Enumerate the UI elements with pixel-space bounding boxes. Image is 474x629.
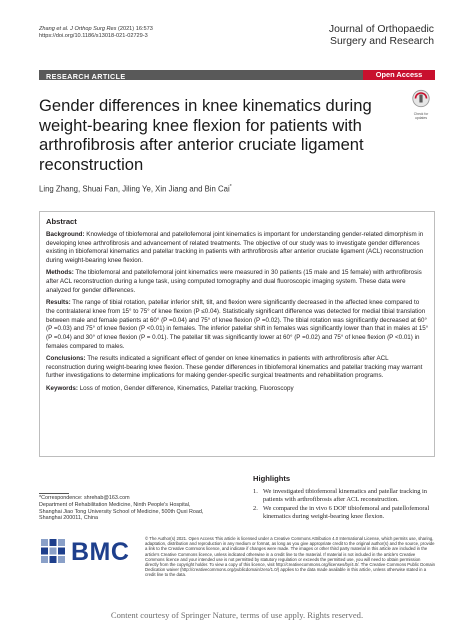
corresponding-mark: *	[229, 184, 232, 190]
background-text: Knowledge of tibiofemoral and patellofemoral joint kinematics is important for understanding gender-related dimorphism in developing knee arthrofibrosis and advancement of related treatments. The objective of our study was to investigate gender differences existing in tibiofemoral kinematics and patellar tracking in patients with arthrofibrosis after anterior cruciate ligament (ACL) reconstruction during weight-bearing knee flexion.	[46, 231, 424, 265]
highlights-list	[253, 488, 435, 522]
citation-journal: et al. J Orthop Surg Res	[56, 26, 117, 32]
keywords-label: Keywords:	[46, 384, 78, 392]
journal-name-line1: Journal of Orthopaedic	[328, 24, 434, 35]
journal-name	[329, 24, 434, 48]
results-text: The range of tibial rotation, patellar inferior shift, tilt, and flexion were significantly decreased in the affected knee compared to the contralateral knee from 15° to 75° of knee flexion (P ≤0.04). Statistically significant difference was detected for medial tibial translation between male and female patients at 60° (P =0.04) and 75° of knee flexion (P =0.02). The tibial rotation was significantly decreased at 60° (P =0.03) and 75° of knee flexion (P <0.01) in females. The inferior patellar shift in females was significantly lower than that in males at 15° (P =0.04) and 30° of knee flexion (P = 0.01). The patellar tilt was significantly lower at 60° (P =0.02) and 75° of knee flexion (P <0.01) in females compared to males.	[46, 299, 429, 350]
citation	[39, 26, 153, 40]
crossmark-label	[409, 113, 433, 121]
highlight-item	[253, 488, 435, 505]
abstract-background	[46, 231, 429, 266]
conclusions-label: Conclusions:	[46, 354, 86, 362]
crossmark-label-line2: updates	[414, 115, 428, 120]
methods-text: The tibiofemoral and patellofemoral joint kinematics were measured in 30 patients (15 male and 15 female) with arthrofibrosis after ACL reconstruction during a lunge task, using computed tomography and dual fluoroscopic imaging system. These data were analyzed for gender differences.	[46, 269, 422, 294]
keywords-text: Loss of motion, Gender difference, Kinematics, Patellar tracking, Fluoroscopy	[77, 384, 294, 392]
open-access-badge: Open Access	[363, 70, 435, 80]
crossmark-label-line1: Check for	[413, 112, 429, 116]
author-list	[39, 184, 232, 194]
footnote-divider	[39, 493, 69, 494]
conclusions-text: The results indicated a significant effect of gender on knee kinematics in patients with arthrofibrosis after ACL reconstruction during weight-bearing knee flexion. These gender differences in tibiofemoral kinematics and patellar tracking may warrant further investigations to determine implications for making gender-specific surgical treatments and rehabilitation programs.	[46, 354, 423, 380]
journal-name-line2: Surgery and Research	[330, 36, 434, 47]
results-label: Results:	[46, 299, 71, 307]
article-title: Gender differences in knee kinematics during weight-bearing knee flexion for patients with arthrofibrosis after anterior cruciate ligament reconstruction	[39, 96, 372, 174]
highlight-number: 2.	[253, 504, 258, 512]
abstract-heading: Abstract	[46, 217, 77, 226]
affiliation-line: Shanghai Jiao Tong University School of Medicine, 500th Quxi Road,	[39, 508, 204, 515]
author-names: Ling Zhang, Shuai Fan, Jiling Ye, Xin Jiang and Bin Cai	[39, 184, 230, 194]
doi-link[interactable]: https://doi.org/10.1186/s13018-021-02729-3	[39, 33, 148, 39]
page-footer: Content courtesy of Springer Nature, terms of use apply. Rights reserved.	[110, 610, 364, 620]
highlights-heading: Highlights	[253, 474, 291, 483]
bmc-logo-text: BMC	[71, 538, 130, 566]
abstract-methods	[46, 269, 429, 295]
affiliation-line: Department of Rehabilitation Medicine, Ninth People's Hospital,	[39, 501, 191, 508]
bmc-logo	[39, 537, 135, 567]
citation-authors: Zhang	[39, 26, 57, 32]
correspondence-note	[39, 495, 219, 522]
citation-volume: (2021) 16:573	[116, 26, 153, 32]
highlight-text: We investigated tibiofemoral kinematics and patellar tracking in patients with arthrofibrosis after ACL reconstruction.	[263, 488, 427, 504]
abstract-conclusions	[46, 355, 429, 381]
abstract-keywords	[46, 385, 429, 394]
highlight-text: We compared the in vivo 6 DOF tibiofemoral and patellofemoral kinematics during weight-bearing knee flexion.	[263, 504, 430, 521]
methods-label: Methods:	[46, 269, 74, 277]
abstract-results	[46, 299, 429, 351]
correspondence-email[interactable]: *Correspondence: shrehab@163.com	[39, 495, 130, 501]
bmc-logo-mark	[41, 539, 65, 563]
crossmark-icon[interactable]	[409, 89, 433, 120]
highlight-number: 1.	[253, 488, 258, 495]
affiliation-line: Shanghai 200011, China	[39, 515, 98, 522]
background-label: Background:	[46, 231, 85, 238]
article-type-label: RESEARCH ARTICLE	[46, 71, 126, 81]
highlight-item	[253, 505, 435, 522]
license-text: © The Author(s) 2021. Open Access This article is licensed under a Creative Commons Attribution 4.0 International License, which permits use, sharing, adaptation, distribution and reproduction in any medium or format, as long as you give appropriate credit to the original author(s) and the source, provide a link to the Creative Commons licence, and indicate if changes were made. The images or other third party material in this article are included in the article's Creative Commons licence, unless indicated otherwise in a credit line to the material. If material is not included in the article's Creative Commons licence and your intended use is not permitted by statutory regulation or exceeds the permitted use, you will need to obtain permission directly from the copyright holder. To view a copy of this licence, visit http://creativecommons.org/licenses/by/4.0/. The Creative Commons Public Domain Dedication waiver (http://creativecommons.org/publicdomain/zero/1.0/) applies to the data made available in this article, unless otherwise stated in a credit line to the data.	[145, 536, 436, 578]
abstract-body	[46, 231, 429, 397]
